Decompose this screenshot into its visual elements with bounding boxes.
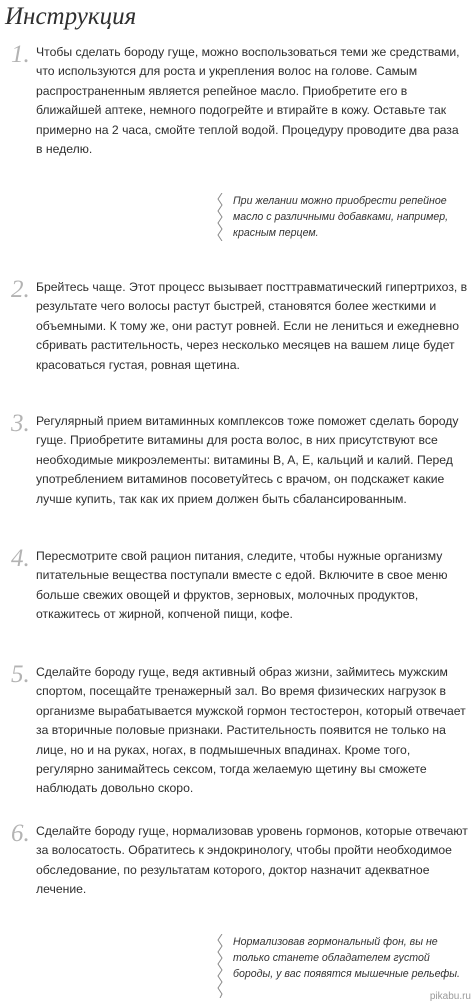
step-number: 6. <box>11 820 30 847</box>
step-number: 2. <box>11 276 30 303</box>
step-text: Брейтесь чаще. Этот процесс вызывает посттравматический гипертрихоз, в результате чего волосы растут быстрей, становятся более жесткими и объемными. К тому же, они растут ровней. Если не лениться и ежедневно сбривать растительность, через несколько месяцев на вашем лице будет красоваться густая, ровная щетина. <box>36 280 468 372</box>
step-number: 1. <box>11 41 30 68</box>
step-text: Регулярный прием витаминных комплексов тоже поможет сделать бороду гуще. Приобретите витамины для роста волос, в них присутствуют все необходимые микроэлементы: витамины B, A, E, кальций и калий. Перед употреблением витаминов посоветуйтесь с врачом, он подскажет какие лучше купить, так как их прием должен быть сбалансированным. <box>36 414 459 506</box>
step-text: Пересмотрите свой рацион питания, следите, чтобы нужные организму питательные вещества поступали вместе с едой. Включите в свое меню больше свежих овощей и фруктов, зерновых, молочных продуктов, откажитесь от жирной, копченой пищи, кофе. <box>36 549 448 622</box>
tip-note-2 <box>216 934 466 998</box>
step-number: 5. <box>11 661 30 688</box>
bracket-icon <box>216 934 224 998</box>
step-text: Сделайте бороду гуще, ведя активный образ жизни, займитесь мужским спортом, посещайте тренажерный зал. Во время физических нагрузок в организме вырабатывается мужской гормон тестостерон, который отвечает за вторичные половые признаки. Растительность появится не только на лице, но и на руках, ногах, в подмышечных впадинах. Кроме того, регулярно занимайтесь сексом, тогда желаемую щетину вы сможете наблюдать довольно скоро. <box>36 665 466 796</box>
tip-note-1 <box>216 193 466 241</box>
tip-text: При желании можно приобрести репейное масло с различными добавками, например, красным перцем. <box>233 195 449 239</box>
watermark: pikabu.ru <box>429 991 471 1002</box>
page-title: Инструкция <box>5 3 137 30</box>
step-number: 4. <box>11 545 30 572</box>
step-number: 3. <box>11 410 30 437</box>
tip-text: Нормализовав гормональный фон, вы не только станете обладателем густой бороды, у вас появятся мышечные рельефы. <box>233 936 460 980</box>
bracket-icon <box>216 193 224 241</box>
step-text: Сделайте бороду гуще, нормализовав уровень гормонов, которые отвечают за волосатость. Обратитесь к эндокринологу, чтобы пройти необходимое обследование, по результатам которого, доктор назначит адекватное лечение. <box>36 824 468 897</box>
step-text: Чтобы сделать бороду гуще, можно воспользоваться теми же средствами, что используются для роста и укрепления волос на голове. Самым распространенным является репейное масло. Приобретите его в ближайшей аптеке, немного подогрейте и втирайте в кожу. Оставьте так примерно на 2 часа, смойте теплой водой. Процедуру проводите два раза в неделю. <box>36 45 460 157</box>
